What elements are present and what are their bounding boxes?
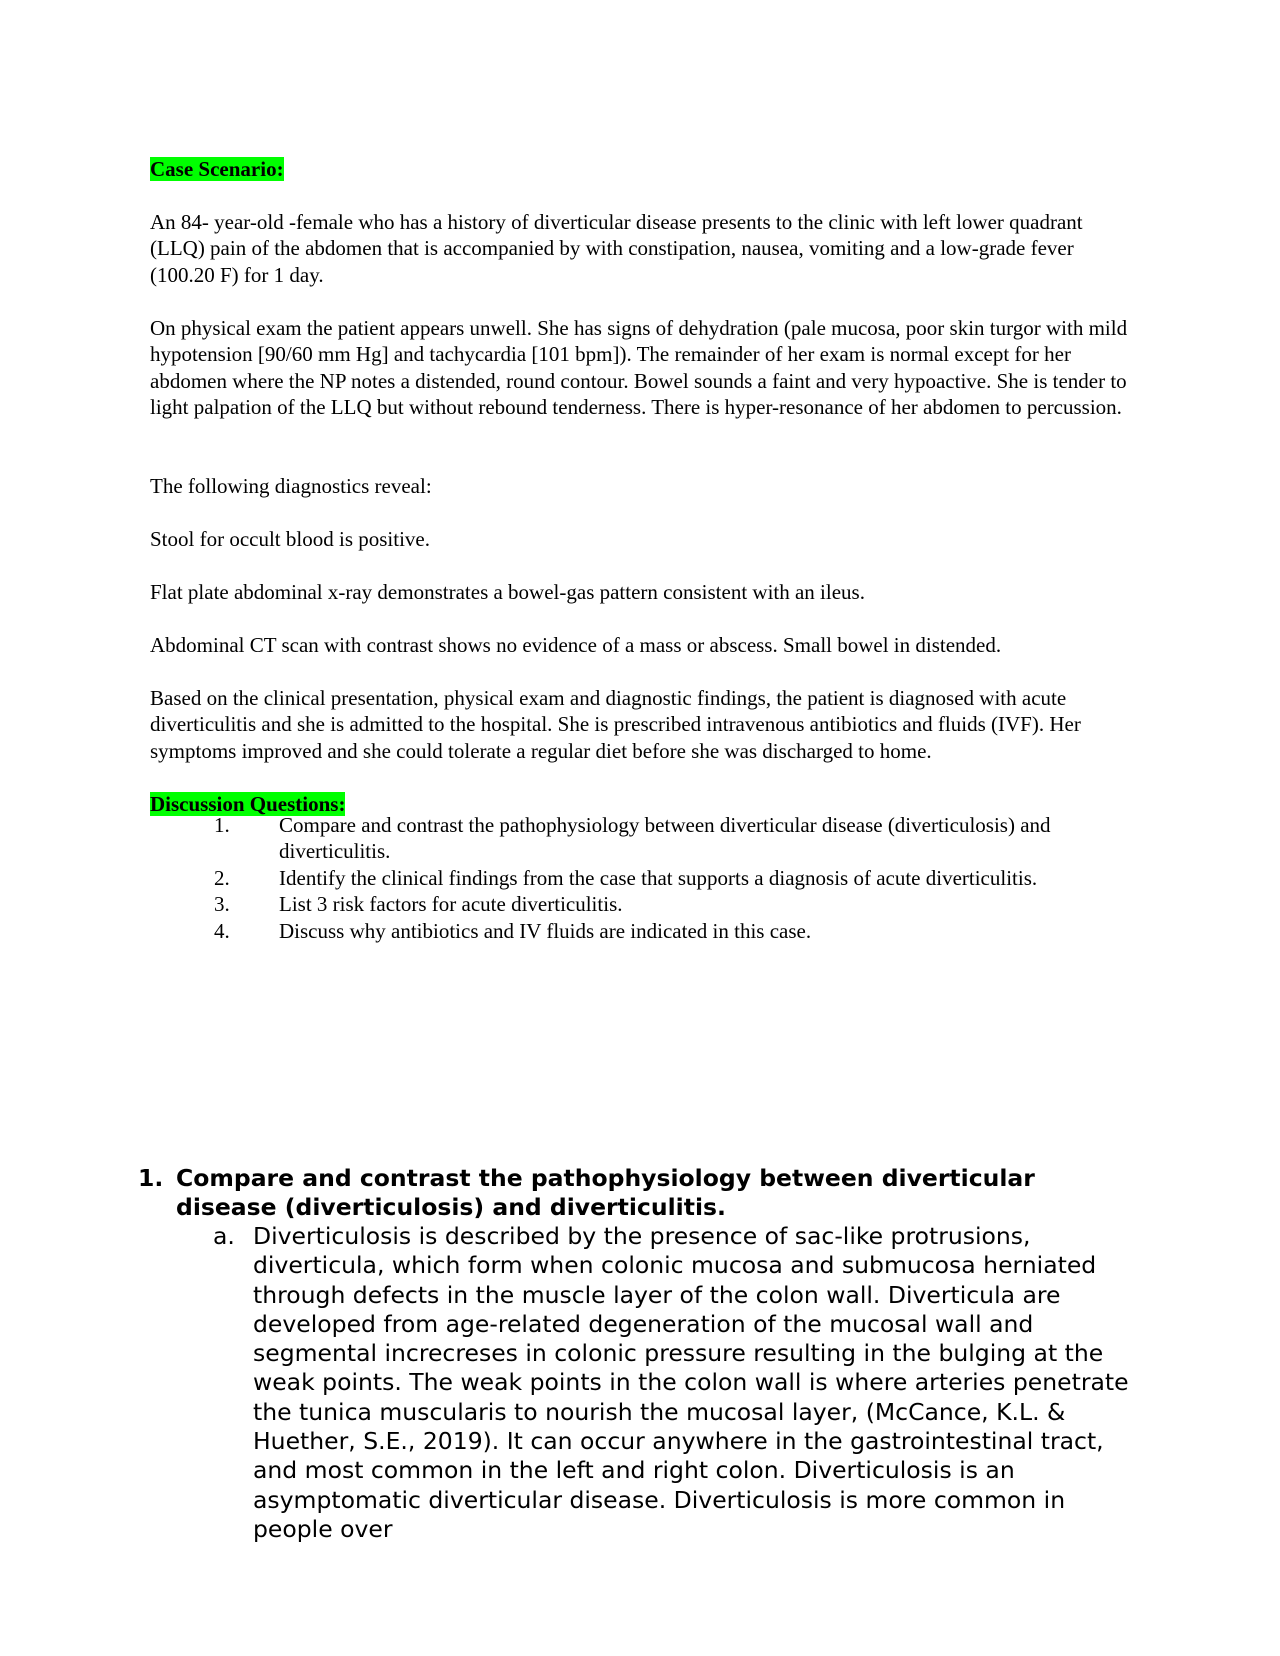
case-scenario-heading-text: Case Scenario: <box>150 157 284 181</box>
case-paragraph-3: The following diagnostics reveal: <box>150 474 432 498</box>
case-paragraph-7: Based on the clinical presentation, physical exam and diagnostic findings, the patient is diagnosed with acute diverticulitis and she is admitted to the hospital. She is prescribed intravenous antibiotics and fluids (IVF). Her symptoms improved and she could tolerate a regular diet before she was discharged to home. <box>150 686 1081 763</box>
discussion-question <box>150 812 1140 865</box>
question-number: 4. <box>214 918 230 943</box>
answer-item-label: a. <box>213 1222 235 1250</box>
question-number: 1. <box>214 813 230 837</box>
discussion-heading-text: Discussion Questions: <box>150 792 346 816</box>
question-number: 3. <box>214 892 230 917</box>
answer-heading-number: 1. <box>138 1164 164 1192</box>
case-paragraph-4: Stool for occult blood is positive. <box>150 527 430 551</box>
question-text: Compare and contrast the pathophysiology between diverticular disease (diverticulosis) and diverticulitis. <box>279 813 1051 864</box>
question-number: 2. <box>214 865 230 890</box>
discussion-question <box>150 891 1140 917</box>
answer-heading <box>138 1164 1038 1222</box>
case-paragraph-6: Abdominal CT scan with contrast shows no evidence of a mass or abscess. Small bowel in distended. <box>150 633 1002 657</box>
discussion-question <box>150 918 1140 944</box>
discussion-question <box>150 865 1140 891</box>
case-paragraph-5: Flat plate abdominal x-ray demonstrates a bowel-gas pattern consistent with an ileus. <box>150 580 865 604</box>
answer-heading-text: Compare and contrast the pathophysiology between diverticular disease (diverticulosis) and diverticulitis. <box>176 1164 1035 1221</box>
answer-item-a <box>213 1222 1133 1544</box>
case-paragraph-2: On physical exam the patient appears unwell. She has signs of dehydration (pale mucosa, poor skin turgor with mild hypotension [90/60 mm Hg] and tachycardia [101 bpm]). The remainder of her exam is normal except for her abdomen where the NP notes a distended, round contour. Bowel sounds a faint and very hypoactive. She is tender to light palpation of the LLQ but without rebound tenderness. There is hyper-resonance of her abdomen to percussion. <box>150 316 1128 420</box>
case-scenario-heading <box>150 156 1140 182</box>
case-paragraph-1: An 84- year-old -female who has a history of diverticular disease presents to the clinic with left lower quadrant (LLQ) pain of the abdomen that is accompanied by with constipation, nausea, vomiting and a low-grade fever (100.20 F) for 1 day. <box>150 210 1083 287</box>
question-text: Identify the clinical findings from the case that supports a diagnosis of acute diverticulitis. <box>279 865 1038 890</box>
question-text: Discuss why antibiotics and IV fluids are indicated in this case. <box>279 918 812 943</box>
answer-item-text: Diverticulosis is described by the presence of sac-like protrusions, diverticula, which form when colonic mucosa and submucosa herniated through defects in the muscle layer of the colon wall. Diverticula are developed from age-related degeneration of the mucosal wall and segmental increcreses in colonic pressure resulting in the bulging at the weak points. The weak points in the colon wall is where arteries penetrate the tunica muscularis to nourish the mucosal layer, (McCance, K.L. & Huether, S.E., 2019). It can occur anywhere in the gastrointestinal tract, and most common in the left and right colon. Diverticulosis is an asymptomatic diverticular disease. Diverticulosis is more common in people over <box>253 1222 1129 1543</box>
discussion-question-list <box>150 812 1140 944</box>
question-text: List 3 risk factors for acute diverticulitis. <box>279 892 623 917</box>
